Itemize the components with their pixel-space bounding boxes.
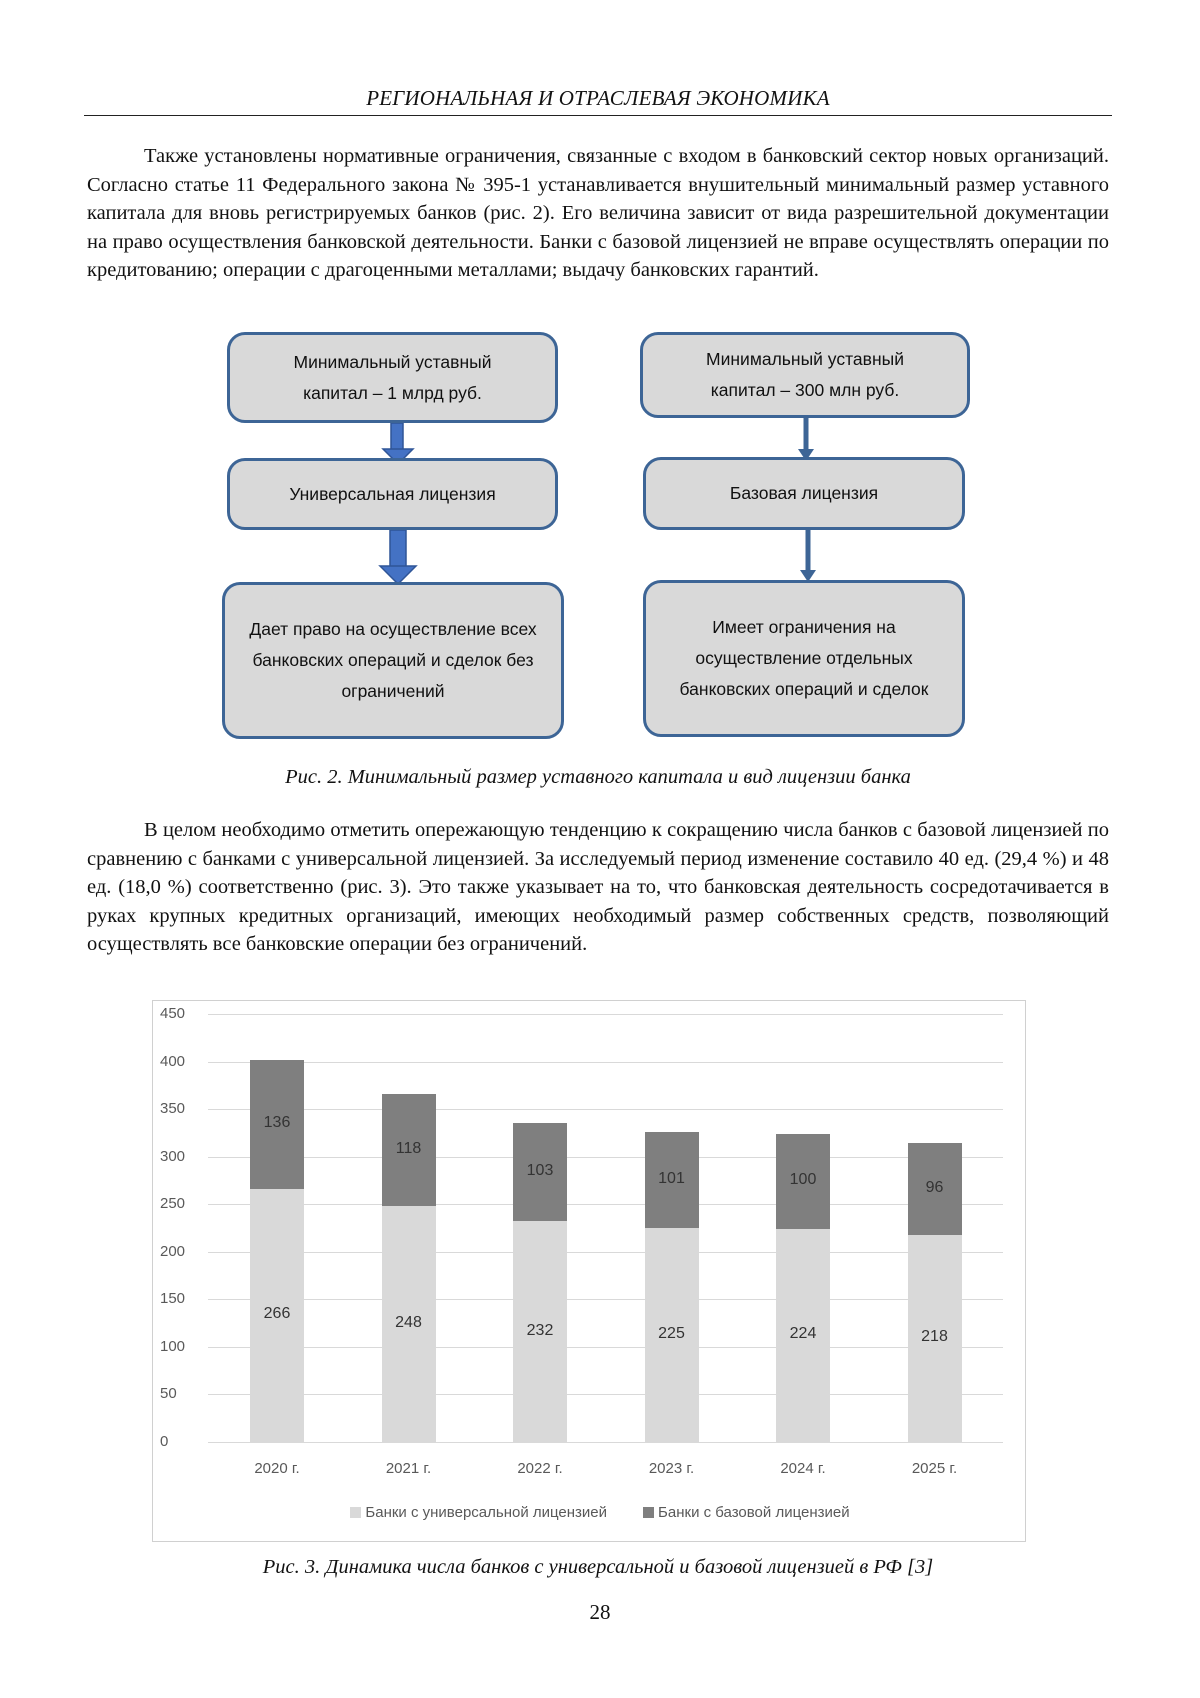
data-label: 266 — [263, 1305, 291, 1323]
x-axis-tick: 2025 г. — [911, 1460, 958, 1477]
y-axis-tick: 0 — [160, 1433, 169, 1450]
gridline — [208, 1442, 1003, 1443]
data-label: 96 — [925, 1178, 944, 1196]
gridline — [208, 1299, 1003, 1300]
universal-rights-box: Дает право на осуществление всех банковских операций и сделок без ограничений — [222, 582, 564, 739]
data-label: 101 — [658, 1169, 685, 1187]
legend-item-basic: Банки с базовой лицензией — [643, 1504, 850, 1521]
bar-segment-universal — [776, 1229, 830, 1442]
bar-segment-universal — [382, 1206, 436, 1442]
bar-segment-universal — [645, 1228, 699, 1442]
data-label: 103 — [526, 1162, 554, 1180]
bar-2025г — [908, 1143, 962, 1442]
bar-segment-universal — [250, 1189, 304, 1442]
bar-2024г — [776, 1134, 830, 1442]
data-label: 232 — [526, 1321, 554, 1339]
chart-legend — [0, 1504, 1200, 1521]
data-label: 225 — [658, 1324, 685, 1342]
bar-segment-basic — [382, 1094, 436, 1206]
bar-segment-basic — [250, 1060, 304, 1189]
data-label: 248 — [395, 1314, 422, 1332]
y-axis-tick: 400 — [160, 1052, 186, 1070]
data-label: 100 — [789, 1171, 817, 1189]
x-axis-tick: 2024 г. — [780, 1460, 826, 1477]
gridline — [208, 1157, 1003, 1158]
data-label: 224 — [789, 1325, 817, 1343]
bar-2022г — [513, 1123, 567, 1442]
gridline — [208, 1014, 1003, 1015]
bar-segment-basic — [776, 1134, 830, 1229]
page-number: 28 — [589, 1600, 611, 1624]
bar-2020г — [250, 1060, 304, 1442]
gridline — [208, 1252, 1003, 1253]
data-label: 136 — [263, 1114, 291, 1132]
data-label: 118 — [395, 1140, 422, 1157]
bar-2023г — [645, 1132, 699, 1442]
y-axis-tick: 100 — [160, 1337, 186, 1355]
arrow-down-icon — [376, 530, 420, 585]
bar-segment-universal — [513, 1221, 567, 1442]
gridline — [208, 1109, 1003, 1110]
bar-2021г — [382, 1094, 436, 1442]
y-axis-tick: 50 — [160, 1385, 177, 1403]
body-paragraph-1 — [87, 142, 1109, 285]
x-axis-tick: 2021 г. — [385, 1460, 432, 1477]
figure-3-caption: Рис. 3. Динамика числа банков с универсальной и базовой лицензией в РФ [3] — [262, 1556, 934, 1578]
right-capital-box: Минимальный уставный капитал – 300 млн руб. — [640, 332, 970, 418]
y-axis-tick: 150 — [160, 1290, 186, 1308]
gridline — [208, 1204, 1003, 1205]
x-axis-tick: 2020 г. — [254, 1460, 300, 1477]
gridline — [208, 1062, 1003, 1063]
figure-2-caption: Рис. 2. Минимальный размер уставного капитала и вид лицензии банка — [285, 766, 911, 788]
basic-license-box: Базовая лицензия — [643, 457, 965, 530]
bar-segment-basic — [513, 1123, 567, 1221]
gridline — [208, 1394, 1003, 1395]
y-axis-tick: 450 — [160, 1005, 186, 1022]
legend-swatch — [643, 1507, 654, 1518]
basic-rights-box: Имеет ограничения на осуществление отдельных банковских операций и сделок — [643, 580, 965, 737]
paragraph-text: В целом необходимо отметить опережающую тенденцию к сокращению числа банков с базовой лицензией по сравнению с банками с универсальной лицензией. За исследуемый период изменение составило 40 ед. (29,4 %) и 48 ед. (18,0 %) соответственно (рис. 3). Это также указывает на то, что банковская деятельность сосредотачивается в руках крупных кредитных организаций, имеющих необходимый размер собственных средств, позволяющий осуществлять все банковские операции без ограничений. — [87, 819, 1109, 956]
bar-segment-universal — [908, 1235, 962, 1442]
legend-item-universal: Банки с универсальной лицензией — [350, 1504, 607, 1521]
y-axis-tick: 300 — [160, 1147, 186, 1165]
header-divider — [84, 115, 1112, 116]
arrow-down-icon — [798, 530, 818, 582]
x-axis-tick: 2023 г. — [648, 1460, 695, 1477]
bar-segment-basic — [645, 1132, 699, 1228]
bar-segment-basic — [908, 1143, 962, 1234]
data-label: 218 — [921, 1328, 948, 1346]
gridline — [208, 1347, 1003, 1348]
arrow-down-icon — [796, 417, 816, 461]
y-axis-tick: 250 — [160, 1195, 186, 1213]
universal-license-box: Универсальная лицензия — [227, 458, 558, 530]
y-axis-tick: 200 — [160, 1242, 186, 1260]
body-paragraph-2 — [87, 816, 1109, 959]
legend-swatch — [350, 1507, 361, 1518]
y-axis-tick: 350 — [160, 1100, 186, 1118]
journal-section-header: РЕГИОНАЛЬНАЯ И ОТРАСЛЕВАЯ ЭКОНОМИКА — [366, 86, 830, 110]
left-capital-box: Минимальный уставный капитал – 1 млрд руб. — [227, 332, 558, 423]
x-axis-tick: 2022 г. — [517, 1460, 563, 1477]
paragraph-text: Также установлены нормативные ограничения, связанные с входом в банковский сектор новых организаций. Согласно статье 11 Федерального закона № 395-1 устанавливается внушительный минимальный размер уставного капитала для вновь регистрируемых банков (рис. 2). Его величина зависит от вида разрешительной документации на право осуществления банковской деятельности. Банки с базовой лицензией не вправе осуществлять операции по кредитованию; операции с драгоценными металлами; выдачу банковских гарантий. — [87, 145, 1109, 282]
